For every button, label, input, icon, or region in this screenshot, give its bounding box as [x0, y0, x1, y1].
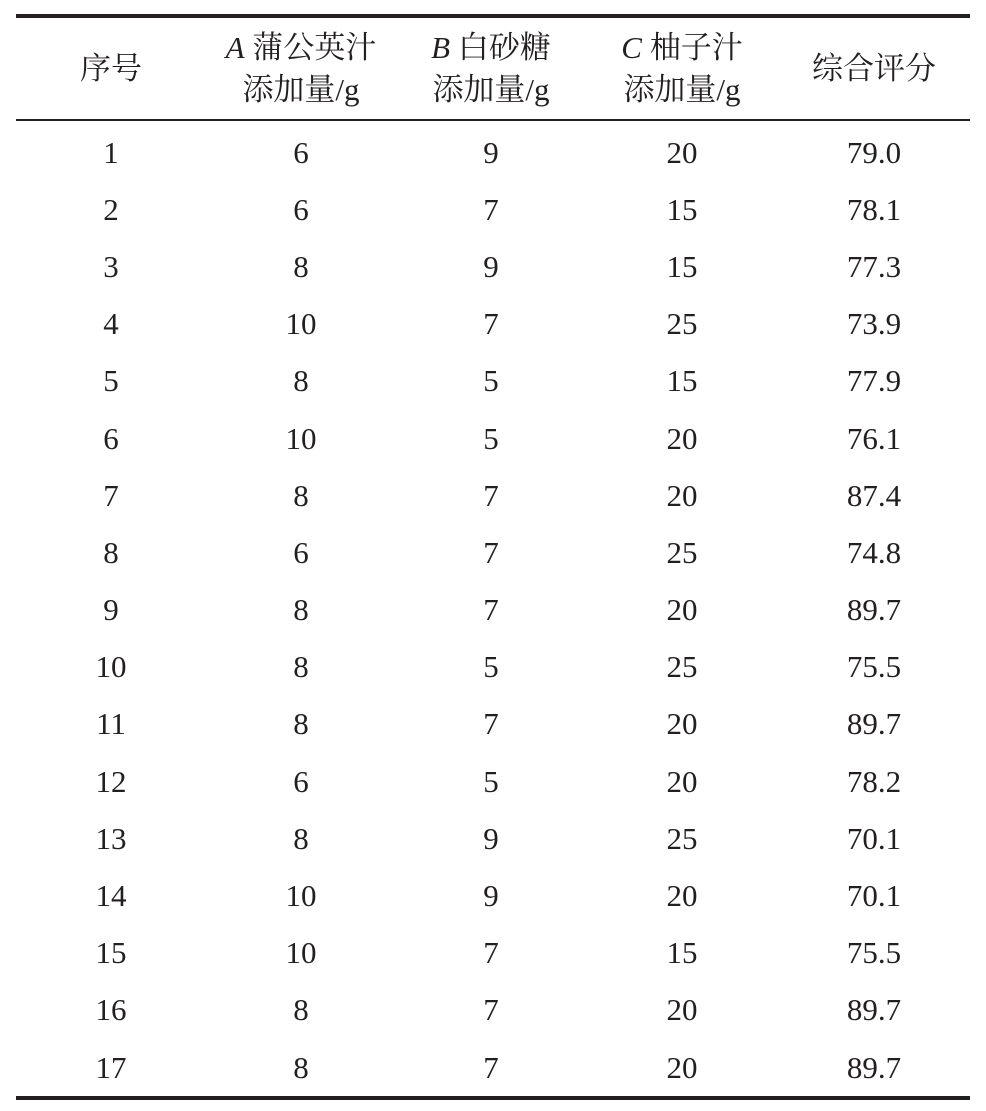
cell-pomelo-juice-amount: 25 — [666, 534, 698, 570]
cell-pomelo-juice-amount: 20 — [666, 706, 698, 742]
table-row — [16, 1039, 970, 1098]
cell-overall-score: 70.1 — [846, 820, 902, 856]
table-body — [16, 120, 970, 1098]
cell-white-sugar-amount: 9 — [483, 878, 499, 914]
factor-b-symbol: B — [431, 29, 451, 65]
cell-overall-score: 78.1 — [846, 191, 902, 227]
cell-white-sugar-amount: 7 — [483, 706, 499, 742]
table-row — [16, 120, 970, 181]
cell-serial-number: 15 — [95, 935, 127, 971]
cell-serial-number: 16 — [95, 992, 127, 1028]
cell-dandelion-juice-amount: 6 — [293, 134, 309, 170]
header-overall-score-label: 综合评分 — [812, 50, 936, 86]
table-row — [16, 867, 970, 924]
cell-pomelo-juice-amount: 25 — [666, 820, 698, 856]
header-pomelo-juice-line2: 添加量/g — [623, 71, 741, 107]
factor-c-name: 柚子汁 — [641, 29, 743, 65]
cell-overall-score: 89.7 — [846, 592, 902, 628]
cell-white-sugar-amount: 5 — [483, 763, 499, 799]
cell-white-sugar-amount: 7 — [483, 935, 499, 971]
factor-a-name: 蒲公英汁 — [244, 29, 377, 65]
cell-overall-score: 89.7 — [846, 1049, 902, 1085]
cell-overall-score: 79.0 — [846, 134, 902, 170]
cell-overall-score: 89.7 — [846, 706, 902, 742]
cell-overall-score: 87.4 — [846, 477, 902, 513]
cell-pomelo-juice-amount: 20 — [666, 763, 698, 799]
cell-dandelion-juice-amount: 6 — [293, 191, 309, 227]
cell-white-sugar-amount: 5 — [483, 420, 499, 456]
cell-pomelo-juice-amount: 20 — [666, 134, 698, 170]
cell-serial-number: 11 — [96, 706, 126, 742]
header-pomelo-juice — [586, 16, 778, 120]
cell-pomelo-juice-amount: 15 — [666, 935, 698, 971]
cell-serial-number: 10 — [95, 649, 127, 685]
cell-serial-number: 2 — [103, 191, 119, 227]
header-white-sugar-line2: 添加量/g — [432, 71, 550, 107]
cell-overall-score: 75.5 — [846, 649, 902, 685]
cell-serial-number: 7 — [103, 477, 119, 513]
cell-serial-number: 17 — [95, 1049, 127, 1085]
cell-dandelion-juice-amount: 8 — [293, 1049, 309, 1085]
header-white-sugar — [396, 16, 586, 120]
cell-serial-number: 12 — [95, 763, 127, 799]
cell-dandelion-juice-amount: 8 — [293, 992, 309, 1028]
cell-pomelo-juice-amount: 15 — [666, 363, 698, 399]
cell-serial-number: 5 — [103, 363, 119, 399]
cell-white-sugar-amount: 7 — [483, 191, 499, 227]
cell-white-sugar-amount: 7 — [483, 306, 499, 342]
cell-overall-score: 74.8 — [846, 534, 902, 570]
table-row — [16, 467, 970, 524]
cell-dandelion-juice-amount: 8 — [293, 363, 309, 399]
table-header — [16, 16, 970, 120]
cell-dandelion-juice-amount: 10 — [285, 878, 317, 914]
cell-white-sugar-amount: 9 — [483, 820, 499, 856]
cell-pomelo-juice-amount: 15 — [666, 191, 698, 227]
cell-overall-score: 89.7 — [846, 992, 902, 1028]
cell-overall-score: 73.9 — [846, 306, 902, 342]
cell-dandelion-juice-amount: 6 — [293, 763, 309, 799]
table-row — [16, 925, 970, 982]
header-serial-number — [16, 16, 206, 120]
table-row — [16, 639, 970, 696]
cell-pomelo-juice-amount: 20 — [666, 992, 698, 1028]
header-pomelo-juice-line1 — [586, 27, 778, 69]
cell-overall-score: 76.1 — [846, 420, 902, 456]
header-serial-number-label: 序号 — [80, 50, 142, 86]
cell-pomelo-juice-amount: 20 — [666, 1049, 698, 1085]
cell-dandelion-juice-amount: 10 — [285, 420, 317, 456]
cell-overall-score: 77.3 — [846, 248, 902, 284]
header-overall-score — [778, 16, 970, 120]
orthogonal-test-table-container — [16, 14, 970, 1100]
cell-serial-number: 4 — [103, 306, 119, 342]
table-row — [16, 353, 970, 410]
cell-overall-score: 78.2 — [846, 763, 902, 799]
cell-serial-number: 13 — [95, 820, 127, 856]
cell-white-sugar-amount: 7 — [483, 534, 499, 570]
header-row — [16, 16, 970, 120]
cell-serial-number: 14 — [95, 878, 127, 914]
cell-pomelo-juice-amount: 20 — [666, 477, 698, 513]
cell-dandelion-juice-amount: 10 — [285, 306, 317, 342]
header-dandelion-juice-line2: 添加量/g — [242, 71, 360, 107]
cell-serial-number: 1 — [103, 134, 119, 170]
header-dandelion-juice-line1 — [206, 27, 396, 69]
cell-pomelo-juice-amount: 15 — [666, 248, 698, 284]
table-row — [16, 810, 970, 867]
cell-white-sugar-amount: 7 — [483, 1049, 499, 1085]
header-dandelion-juice — [206, 16, 396, 120]
table-row — [16, 524, 970, 581]
table-row — [16, 181, 970, 238]
cell-overall-score: 70.1 — [846, 878, 902, 914]
cell-white-sugar-amount: 5 — [483, 649, 499, 685]
cell-pomelo-juice-amount: 20 — [666, 878, 698, 914]
table-row — [16, 296, 970, 353]
cell-dandelion-juice-amount: 8 — [293, 592, 309, 628]
cell-overall-score: 77.9 — [846, 363, 902, 399]
cell-dandelion-juice-amount: 6 — [293, 534, 309, 570]
cell-white-sugar-amount: 9 — [483, 134, 499, 170]
cell-white-sugar-amount: 7 — [483, 477, 499, 513]
orthogonal-test-results-table — [16, 14, 970, 1100]
header-white-sugar-line1 — [396, 27, 586, 69]
cell-white-sugar-amount: 9 — [483, 248, 499, 284]
cell-dandelion-juice-amount: 8 — [293, 477, 309, 513]
factor-b-name: 白砂糖 — [450, 29, 551, 65]
factor-a-symbol: A — [225, 29, 245, 65]
table-row — [16, 753, 970, 810]
cell-serial-number: 3 — [103, 248, 119, 284]
cell-dandelion-juice-amount: 8 — [293, 248, 309, 284]
factor-c-symbol: C — [621, 29, 642, 65]
cell-pomelo-juice-amount: 20 — [666, 592, 698, 628]
table-row — [16, 582, 970, 639]
cell-pomelo-juice-amount: 20 — [666, 420, 698, 456]
cell-dandelion-juice-amount: 8 — [293, 649, 309, 685]
cell-pomelo-juice-amount: 25 — [666, 306, 698, 342]
table-row — [16, 410, 970, 467]
cell-serial-number: 8 — [103, 534, 119, 570]
cell-serial-number: 6 — [103, 420, 119, 456]
table-row — [16, 696, 970, 753]
cell-overall-score: 75.5 — [846, 935, 902, 971]
table-row — [16, 238, 970, 295]
cell-dandelion-juice-amount: 8 — [293, 820, 309, 856]
cell-dandelion-juice-amount: 10 — [285, 935, 317, 971]
cell-pomelo-juice-amount: 25 — [666, 649, 698, 685]
cell-dandelion-juice-amount: 8 — [293, 706, 309, 742]
cell-white-sugar-amount: 5 — [483, 363, 499, 399]
cell-serial-number: 9 — [103, 592, 119, 628]
cell-white-sugar-amount: 7 — [483, 592, 499, 628]
table-row — [16, 982, 970, 1039]
cell-white-sugar-amount: 7 — [483, 992, 499, 1028]
